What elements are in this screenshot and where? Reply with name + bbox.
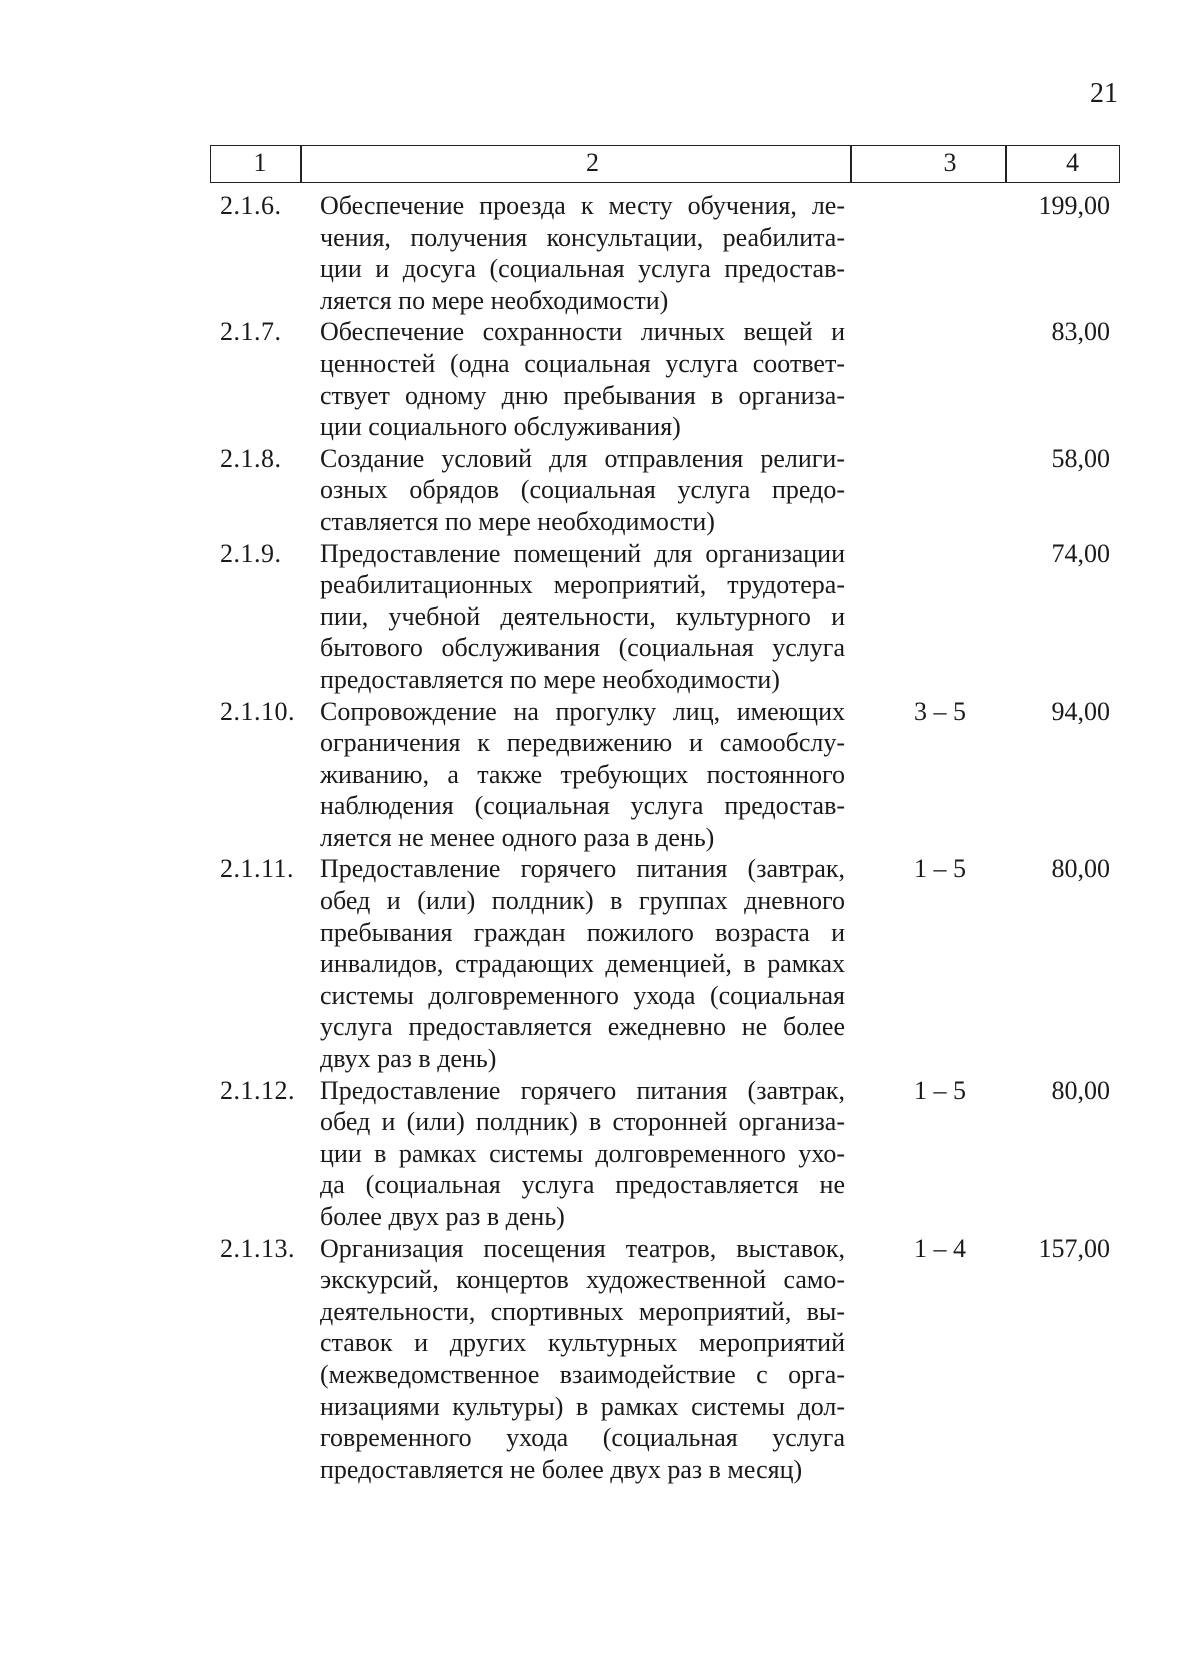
- service-description: [320, 696, 845, 854]
- service-description: [320, 1075, 845, 1233]
- description-line: Обеспечение сохранности личных вещей и: [320, 317, 845, 347]
- price: 58,00: [1051, 443, 1110, 473]
- description-line: предоставляется не более двух раз в месяц): [320, 1454, 803, 1484]
- description-line: наблюдения (социальная услуга предостав-: [320, 791, 845, 821]
- table-row: [220, 696, 1120, 854]
- description-line: обед и (или) полдник) в сторонней организа-: [320, 1107, 845, 1137]
- description-line: озных обрядов (социальная услуга предо-: [320, 475, 845, 505]
- description-line: Предоставление горячего питания (завтрак,: [320, 1075, 845, 1105]
- frequency: 3 – 5: [914, 696, 966, 726]
- description-line: инвалидов, страдающих деменцией, в рамках: [320, 949, 845, 979]
- description-line: системы долговременного ухода (социальная: [320, 980, 845, 1010]
- frequency: 1 – 5: [914, 1075, 966, 1105]
- table-row: [220, 190, 1120, 316]
- header-divider: [850, 145, 852, 183]
- service-description: [320, 316, 845, 442]
- table-row: [220, 853, 1120, 1074]
- table-row: [220, 1233, 1120, 1486]
- description-line: двух раз в день): [320, 1044, 497, 1074]
- description-line: более двух раз в день): [320, 1202, 565, 1231]
- description-line: обед и (или) полдник) в группах дневного: [320, 886, 845, 916]
- row-number: 2.1.10.: [220, 696, 295, 726]
- description-line: пребывания граждан пожилого возраста и: [320, 917, 845, 947]
- description-line: живанию, а также требующих постоянного: [320, 759, 845, 789]
- header-col-4: 4: [1066, 148, 1079, 177]
- price: 199,00: [1038, 191, 1110, 220]
- description-line: Создание условий для отправления религи-: [320, 443, 845, 473]
- description-line: Организация посещения театров, выставок,: [320, 1233, 845, 1263]
- description-line: предоставляется по мере необходимости): [320, 664, 780, 694]
- price: 74,00: [1051, 538, 1110, 568]
- description-line: низациями культуры) в рамках системы дол-: [320, 1391, 845, 1421]
- description-line: ствует одному дню пребывания в организа-: [320, 380, 845, 410]
- header-col-1: 1: [253, 148, 267, 177]
- header-col-3: 3: [943, 148, 957, 177]
- row-number: 2.1.11.: [220, 854, 295, 884]
- row-number: 2.1.6.: [220, 191, 282, 220]
- description-line: экскурсий, концертов художественной само-: [320, 1265, 845, 1295]
- description-line: чения, получения консультации, реабилита-: [320, 222, 845, 252]
- description-line: ляется по мере необходимости): [320, 285, 669, 315]
- table-row: [220, 316, 1120, 442]
- table-row: [220, 443, 1120, 538]
- row-number: 2.1.12.: [220, 1075, 295, 1105]
- service-description: [320, 190, 845, 316]
- service-description: [320, 538, 845, 696]
- description-line: ценностей (одна социальная услуга соответ-: [320, 348, 845, 378]
- table-row: [220, 538, 1120, 696]
- description-line: ции социального обслуживания): [320, 412, 681, 442]
- description-line: Предоставление помещений для организации: [320, 538, 845, 568]
- description-line: ставляется по мере необходимости): [320, 506, 715, 536]
- description-line: (межведомственное взаимодействие с орга-: [320, 1359, 845, 1389]
- description-line: пии, учебной деятельности, культурного и: [320, 601, 845, 631]
- header-divider: [300, 145, 302, 183]
- description-line: деятельности, спортивных мероприятий, вы-: [320, 1296, 845, 1326]
- row-number: 2.1.9.: [220, 538, 282, 568]
- header-col-2: 2: [586, 148, 599, 177]
- header-divider: [1005, 145, 1007, 183]
- table-row: [220, 1075, 1120, 1233]
- description-line: ставок и других культурных мероприятий: [320, 1328, 845, 1358]
- row-number: 2.1.13.: [220, 1233, 295, 1263]
- service-description: [320, 853, 845, 1074]
- price: 157,00: [1038, 1233, 1110, 1263]
- price: 83,00: [1051, 317, 1110, 347]
- description-line: говременного ухода (социальная услуга: [320, 1423, 845, 1453]
- service-description: [320, 1233, 845, 1486]
- table-header: [210, 145, 1120, 183]
- description-line: ции в рамках системы долговременного ухо-: [320, 1138, 845, 1168]
- service-description: [320, 443, 845, 538]
- description-line: Предоставление горячего питания (завтрак,: [320, 854, 845, 884]
- description-line: ции и досуга (социальная услуга предостав-: [320, 254, 845, 284]
- description-line: услуга предоставляется ежедневно не более: [320, 1012, 845, 1042]
- description-line: ограничения к передвижению и самообслу-: [320, 728, 845, 758]
- description-line: Обеспечение проезда к месту обучения, ле-: [320, 191, 845, 220]
- price: 80,00: [1051, 1075, 1110, 1105]
- frequency: 1 – 4: [914, 1233, 966, 1263]
- description-line: реабилитационных мероприятий, трудотера-: [320, 570, 845, 600]
- description-line: да (социальная услуга предоставляется не: [320, 1170, 845, 1200]
- frequency: 1 – 5: [914, 854, 966, 884]
- price: 94,00: [1051, 696, 1110, 726]
- description-line: ляется не менее одного раза в день): [320, 822, 715, 852]
- description-line: Сопровождение на прогулку лиц, имеющих: [320, 696, 845, 726]
- page-number: 21: [1090, 78, 1118, 109]
- row-number: 2.1.7.: [220, 317, 282, 347]
- description-line: бытового обслуживания (социальная услуга: [320, 633, 845, 663]
- price: 80,00: [1051, 854, 1110, 884]
- table-body: [220, 190, 1120, 1485]
- row-number: 2.1.8.: [220, 443, 282, 473]
